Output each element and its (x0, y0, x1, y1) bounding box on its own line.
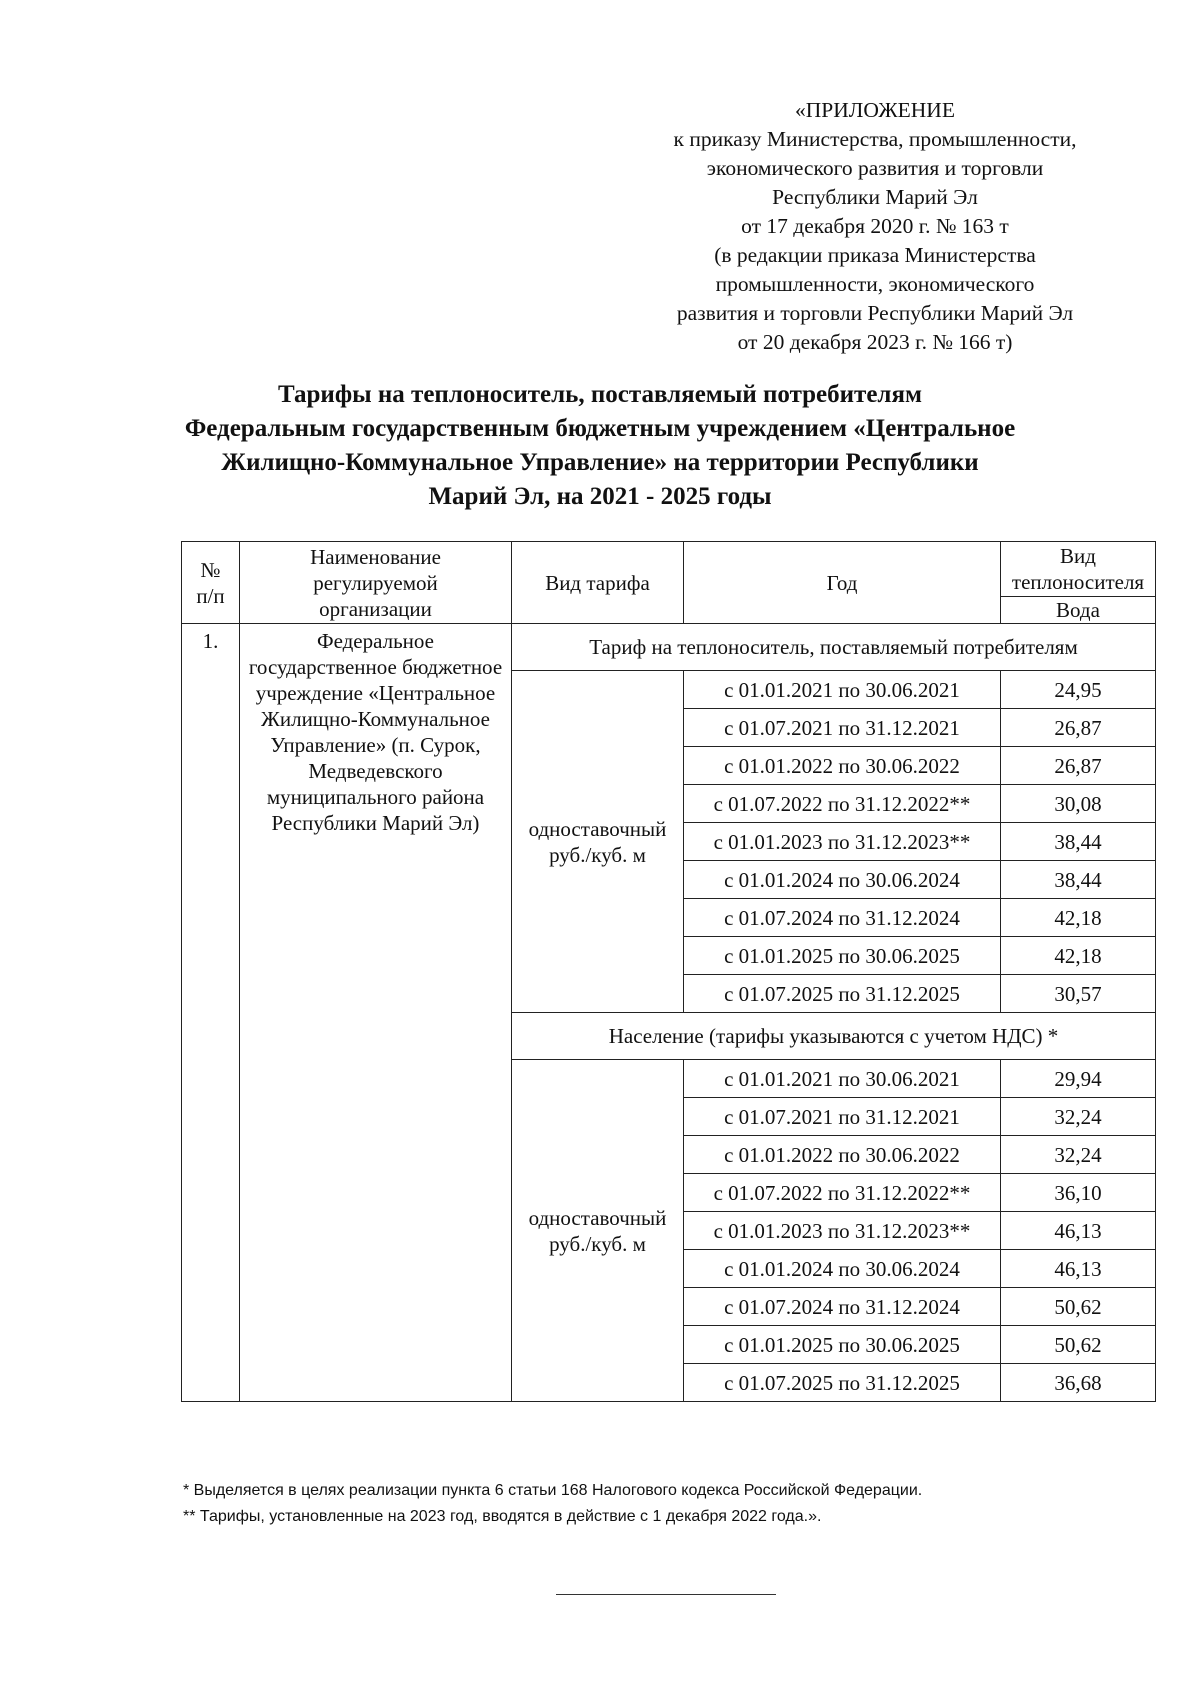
period-cell: с 01.01.2023 по 31.12.2023** (684, 1212, 1001, 1250)
title-line: Жилищно-Коммунальное Управление» на территории Республики (221, 449, 979, 476)
value-cell: 50,62 (1001, 1326, 1156, 1364)
period-cell: с 01.07.2021 по 31.12.2021 (684, 1098, 1001, 1136)
period-cell: с 01.01.2025 по 30.06.2025 (684, 937, 1001, 975)
header-water: Вода (1001, 597, 1156, 624)
header-year: Год (684, 542, 1001, 624)
title-line: Тарифы на теплоноситель, поставляемый потребителям (277, 381, 923, 408)
title-line: Федеральным государственным бюджетным учреждением «Центральное (184, 415, 1016, 442)
period-cell: с 01.07.2025 по 31.12.2025 (684, 975, 1001, 1013)
value-cell: 30,57 (1001, 975, 1156, 1013)
period-cell: с 01.01.2024 по 30.06.2024 (684, 1250, 1001, 1288)
period-cell: с 01.07.2024 по 31.12.2024 (684, 899, 1001, 937)
tariff-table-body (182, 542, 1156, 1402)
period-cell: с 01.01.2022 по 30.06.2022 (684, 1136, 1001, 1174)
period-cell: с 01.01.2024 по 30.06.2024 (684, 861, 1001, 899)
period-cell: с 01.07.2021 по 31.12.2021 (684, 709, 1001, 747)
title-line: Марий Эл, на 2021 - 2025 годы (428, 483, 772, 510)
row-number: 1. (182, 624, 240, 1402)
period-cell: с 01.07.2022 по 31.12.2022** (684, 785, 1001, 823)
value-cell: 32,24 (1001, 1136, 1156, 1174)
section-heading: Тариф на теплоноситель, поставляемый потребителям (512, 624, 1156, 671)
bottom-divider (556, 1594, 776, 1595)
appendix-line: Республики Марий Эл (772, 185, 978, 209)
period-cell: с 01.01.2025 по 30.06.2025 (684, 1326, 1001, 1364)
value-cell: 24,95 (1001, 671, 1156, 709)
period-cell: с 01.01.2022 по 30.06.2022 (684, 747, 1001, 785)
value-cell: 42,18 (1001, 899, 1156, 937)
section-heading: Население (тарифы указываются с учетом НДС) * (512, 1013, 1156, 1060)
value-cell: 42,18 (1001, 937, 1156, 975)
value-cell: 26,87 (1001, 747, 1156, 785)
value-cell: 36,68 (1001, 1364, 1156, 1402)
value-cell: 38,44 (1001, 861, 1156, 899)
value-cell: 30,08 (1001, 785, 1156, 823)
tariff-table (181, 541, 1156, 1402)
period-cell: с 01.01.2023 по 31.12.2023** (684, 823, 1001, 861)
footnote: ** Тарифы, установленные на 2023 год, вводятся в действие с 1 декабря 2022 года.». (183, 1508, 822, 1525)
period-cell: с 01.07.2022 по 31.12.2022** (684, 1174, 1001, 1212)
tariff-type-cell: одноставочный руб./куб. м (512, 671, 684, 1013)
value-cell: 32,24 (1001, 1098, 1156, 1136)
section-heading-row (182, 624, 1156, 671)
header-carrier: Вид теплоносителя (1001, 542, 1156, 597)
value-cell: 50,62 (1001, 1288, 1156, 1326)
appendix-line: от 20 декабря 2023 г. № 166 т) (737, 330, 1013, 354)
period-cell: с 01.07.2024 по 31.12.2024 (684, 1288, 1001, 1326)
appendix-line: экономического развития и торговли (706, 156, 1044, 180)
value-cell: 36,10 (1001, 1174, 1156, 1212)
value-cell: 46,13 (1001, 1212, 1156, 1250)
appendix-line: «ПРИЛОЖЕНИЕ (795, 98, 955, 122)
header-row (182, 542, 1156, 597)
tariff-type-cell: одноставочный руб./куб. м (512, 1060, 684, 1402)
header-org: Наименование регулируемой организации (240, 542, 512, 624)
appendix-line: развития и торговли Республики Марий Эл (676, 301, 1074, 325)
footnote: * Выделяется в целях реализации пункта 6 статьи 168 Налогового кодекса Российской Федерации. (183, 1482, 923, 1499)
appendix-line: от 17 декабря 2020 г. № 163 т (741, 214, 1009, 238)
value-cell: 29,94 (1001, 1060, 1156, 1098)
value-cell: 26,87 (1001, 709, 1156, 747)
appendix-header (640, 96, 1110, 357)
period-cell: с 01.01.2021 по 30.06.2021 (684, 1060, 1001, 1098)
appendix-line: к приказу Министерства, промышленности, (673, 127, 1077, 151)
footnotes (183, 1478, 1133, 1530)
appendix-line: (в редакции приказа Министерства (714, 243, 1036, 267)
organization-name: Федеральное государственное бюджетное учреждение «Центральное Жилищно-Коммунальное Управление» (п. Сурок, Медведевского муниципального района Республики Марий Эл) (240, 624, 512, 1402)
document-title (100, 378, 1100, 514)
header-num: № п/п (182, 542, 240, 624)
header-tariff-type: Вид тарифа (512, 542, 684, 624)
period-cell: с 01.01.2021 по 30.06.2021 (684, 671, 1001, 709)
appendix-line: промышленности, экономического (715, 272, 1035, 296)
value-cell: 46,13 (1001, 1250, 1156, 1288)
value-cell: 38,44 (1001, 823, 1156, 861)
period-cell: с 01.07.2025 по 31.12.2025 (684, 1364, 1001, 1402)
